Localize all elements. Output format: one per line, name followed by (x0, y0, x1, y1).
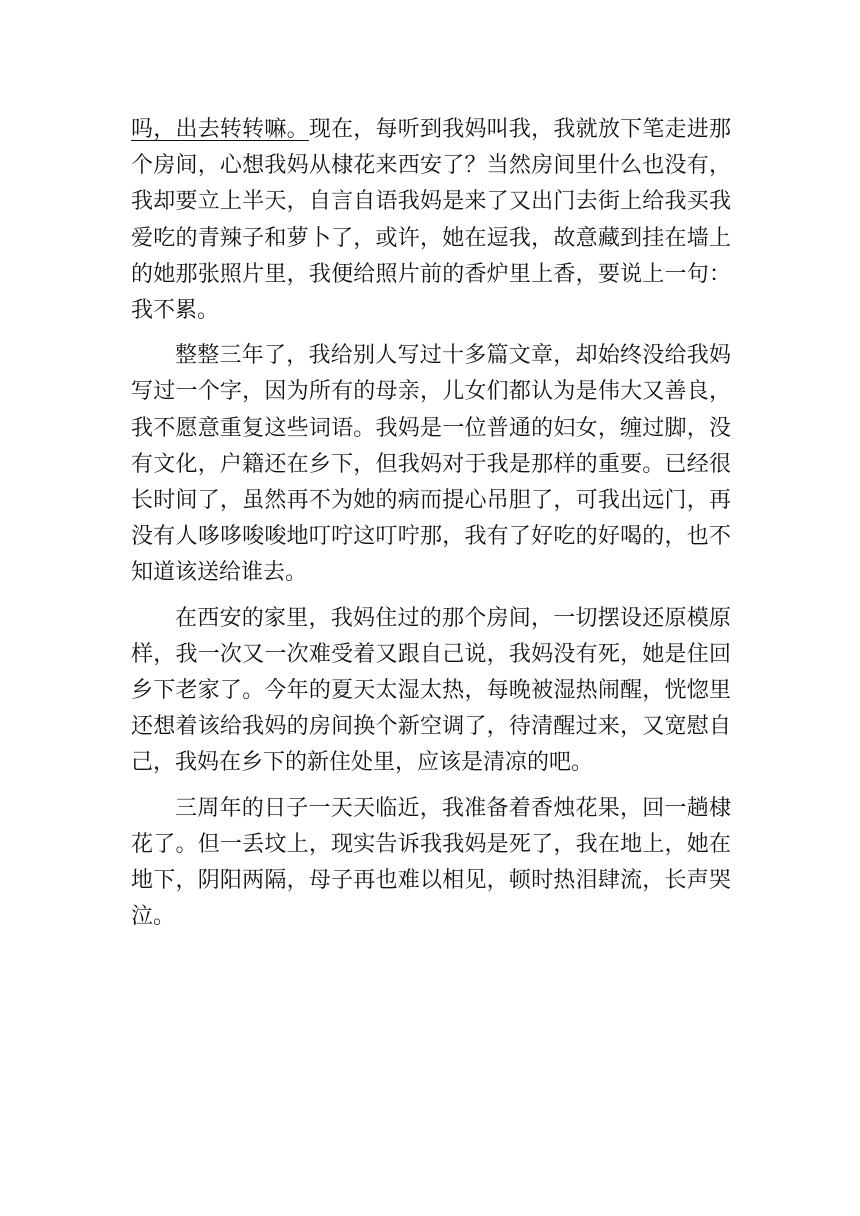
document-page (131, 112, 731, 944)
paragraph-2: 整整三年了，我给别人写过十多篇文章，却始终没给我妈写过一个字，因为所有的母亲，儿女们都认为是伟大又善良，我不愿意重复这些词语。我妈是一位普通的妇女，缠过脚，没有文化，户籍还在乡下，但我妈对于我是那样的重要。已经很长时间了，虽然再不为她的病而提心吊胆了，可我出远门，再没有人哆哆唆唆地叮咛这叮咛那，我有了好吃的好喝的，也不知道该送给谁去。 (131, 343, 731, 586)
paragraph-1 (131, 112, 731, 329)
paragraph-3: 在西安的家里，我妈住过的那个房间，一切摆设还原模原样，我一次又一次难受着又跟自己说，我妈没有死，她是住回乡下老家了。今年的夏天太湿太热，每晚被湿热闹醒，恍惚里还想着该给我妈的房间换个新空调了，待清醒过来，又宽慰自己，我妈在乡下的新住处里，应该是清凉的吧。 (131, 605, 731, 776)
paragraph-4: 三周年的日子一天天临近，我准备着香烛花果，回一趟棣花了。但一丢坟上，现实告诉我我妈是死了，我在地上，她在地下，阴阳两隔，母子再也难以相见，顿时热泪肆流，长声哭泣。 (131, 795, 731, 930)
paragraph-1-text: 现在，每听到我妈叫我，我就放下笔走进那个房间，心想我妈从棣花来西安了？当然房间里什么也没有，我却要立上半天，自言自语我妈是来了又出门去街上给我买我爱吃的青辣子和萝卜了，或许，她在逗我，故意藏到挂在墙上的她那张照片里，我便给照片前的香炉里上香，要说上一句：我不累。 (131, 117, 731, 324)
underlined-phrase: 吗，出去转转嘛。 (131, 117, 309, 142)
